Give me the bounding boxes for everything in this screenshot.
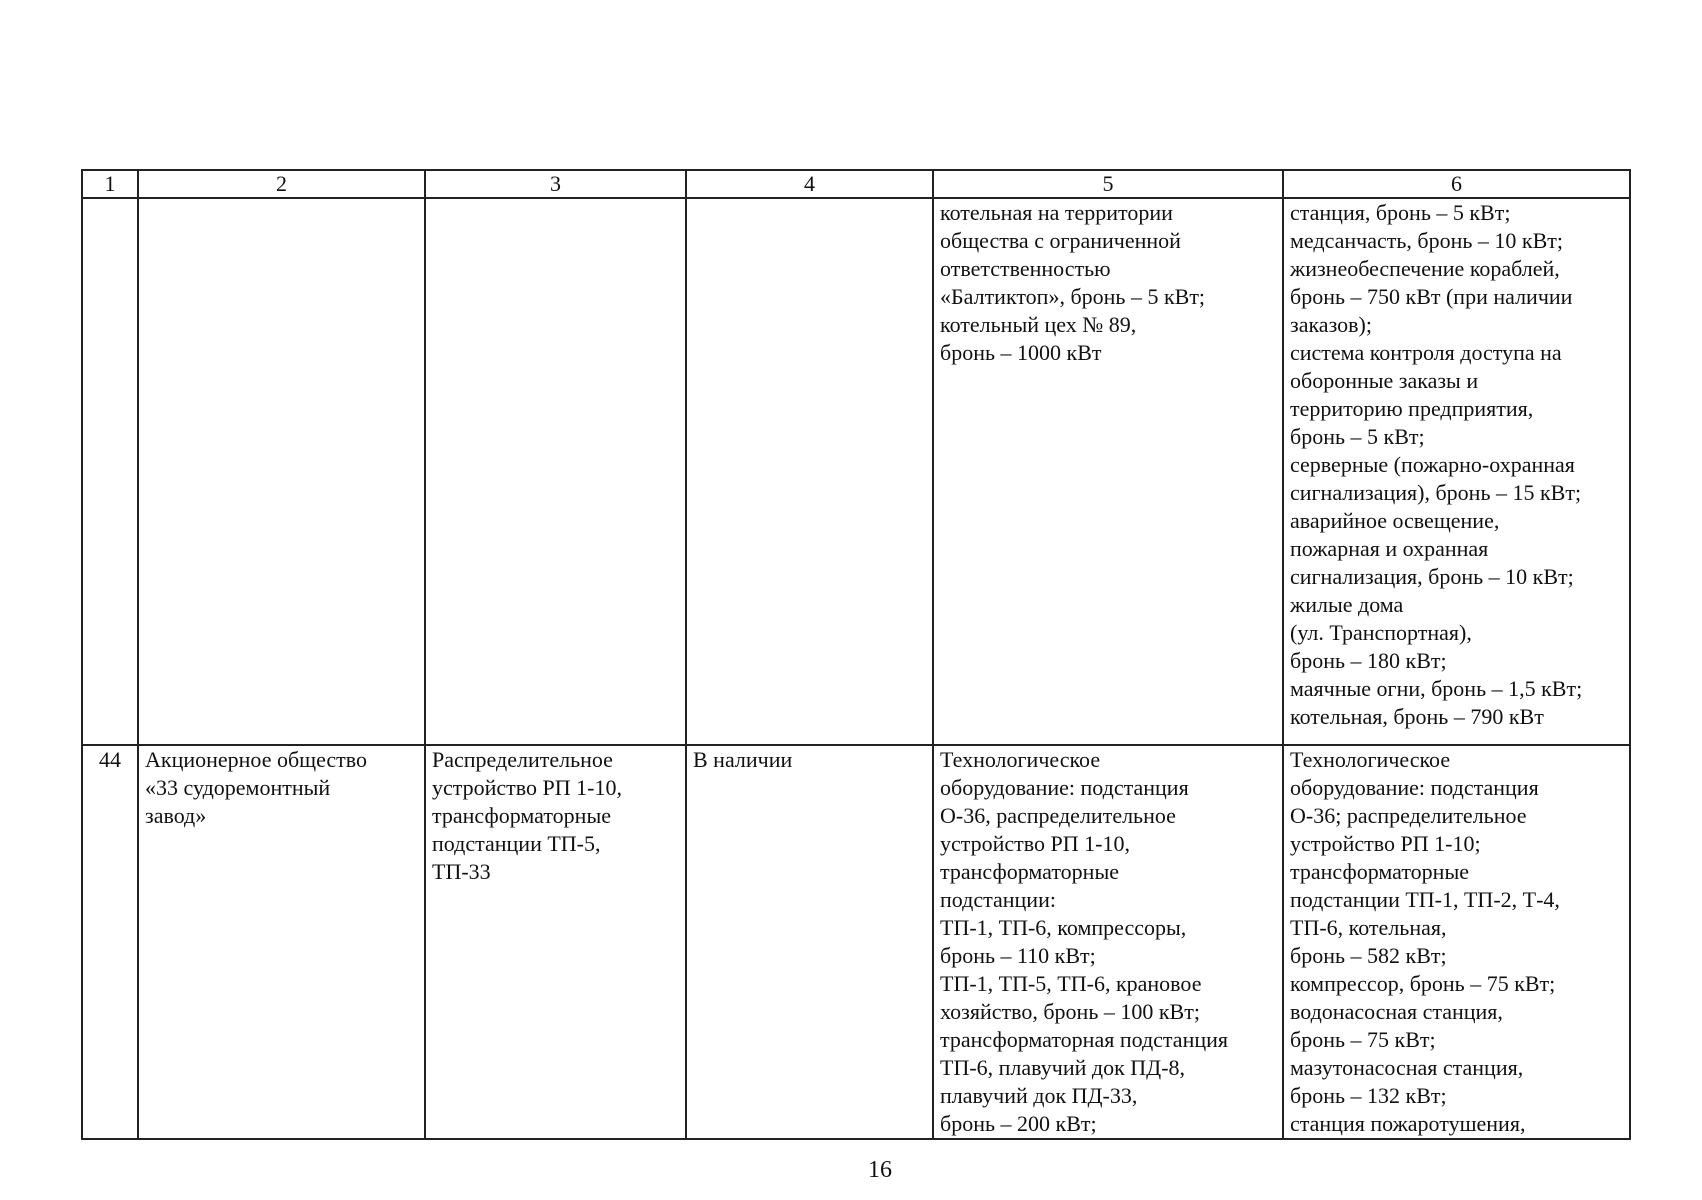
row-number-cell: 44 — [82, 745, 138, 1139]
table-row — [82, 745, 1630, 1139]
column-header-4: 4 — [686, 170, 933, 198]
column-header-3: 3 — [425, 170, 686, 198]
equipment-cell: Распределительное устройство РП 1-10, трансформаторные подстанции ТП-5, ТП-33 — [425, 745, 686, 1139]
data-table — [81, 169, 1631, 1140]
availability-cell: В наличии — [686, 745, 933, 1139]
column-header-1: 1 — [82, 170, 138, 198]
consumers-cell: котельная на территории общества с ограниченной ответственностью «Балтиктоп», бронь – 5 кВт; котельный цех № 89, бронь – 1000 кВт — [933, 198, 1283, 745]
reserve-cell: Технологическое оборудование: подстанция О-36; распределительное устройство РП 1-10; трансформаторные подстанции ТП-1, ТП-2, Т-4, ТП-6, котельная, бронь – 582 кВт; компрессор, бронь – 75 кВт; водонасосная станция, бронь – 75 кВт; мазутонасосная станция, бронь – 132 кВт; станция пожаротушения, — [1283, 745, 1630, 1139]
page-number: 16 — [868, 1157, 892, 1183]
column-header-2: 2 — [138, 170, 425, 198]
availability-cell — [686, 198, 933, 745]
organization-cell: Акционерное общество «33 судоремонтный завод» — [138, 745, 425, 1139]
column-header-5: 5 — [933, 170, 1283, 198]
column-header-6: 6 — [1283, 170, 1630, 198]
equipment-cell — [425, 198, 686, 745]
consumers-cell: Технологическое оборудование: подстанция О-36, распределительное устройство РП 1-10, трансформаторные подстанции: ТП-1, ТП-6, компрессоры, бронь – 110 кВт; ТП-1, ТП-5, ТП-6, крановое хозяйство, бронь – 100 кВт; трансформаторная подстанция ТП-6, плавучий док ПД-8, плавучий док ПД-33, бронь – 200 кВт; — [933, 745, 1283, 1139]
header-row — [82, 170, 1630, 198]
organization-cell — [138, 198, 425, 745]
reserve-cell: станция, бронь – 5 кВт; медсанчасть, бронь – 10 кВт; жизнеобеспечение кораблей, бронь – 750 кВт (при наличии заказов); система контроля доступа на оборонные заказы и территорию предприятия, бронь – 5 кВт; серверные (пожарно-охранная сигнализация), бронь – 15 кВт; аварийное освещение, пожарная и охранная сигнализация, бронь – 10 кВт; жилые дома (ул. Транспортная), бронь – 180 кВт; маячные огни, бронь – 1,5 кВт; котельная, бронь – 790 кВт — [1283, 198, 1630, 745]
table-row — [82, 198, 1630, 745]
row-number-cell — [82, 198, 138, 745]
